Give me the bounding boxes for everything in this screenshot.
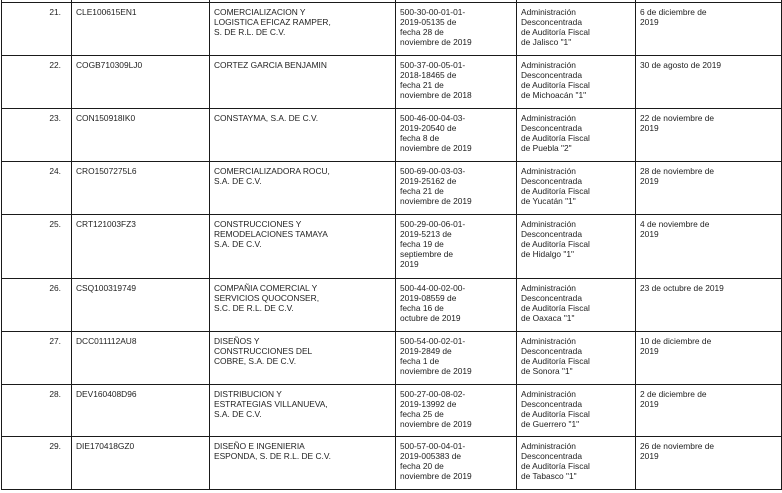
authority-cell: Administración Desconcentrada de Auditoría Fiscal de Puebla "2" <box>517 109 636 162</box>
taxpayer-name-cell: DISEÑOS Y CONSTRUCCIONES DEL COBRE, S.A. DE C.V. <box>210 332 396 385</box>
date-cell: 26 de noviembre de 2019 <box>636 437 782 490</box>
row-number: 21. <box>2 3 72 56</box>
rfc-cell: CSQ100319749 <box>72 279 210 332</box>
rfc-cell: DIE170418GZ0 <box>72 437 210 490</box>
table-row <box>2 162 782 215</box>
table-row <box>2 56 782 109</box>
row-number: 22. <box>2 56 72 109</box>
authority-cell: Administración Desconcentrada de Auditoría Fiscal de Michoacán "1" <box>517 56 636 109</box>
oficio-cell: 500-44-00-02-00- 2019-08559 de fecha 16 de octubre de 2019 <box>396 279 517 332</box>
date-cell: 6 de diciembre de 2019 <box>636 3 782 56</box>
oficio-cell: 500-27-00-08-02- 2019-13992 de fecha 25 de noviembre de 2019 <box>396 385 517 437</box>
row-number: 25. <box>2 215 72 279</box>
date-cell: 22 de noviembre de 2019 <box>636 109 782 162</box>
taxpayer-name-cell: CONSTAYMA, S.A. DE C.V. <box>210 109 396 162</box>
taxpayer-name-cell: DISEÑO E INGENIERIA ESPONDA, S. DE R.L. DE C.V. <box>210 437 396 490</box>
authority-cell: Administración Desconcentrada de Auditoría Fiscal de Sonora "1" <box>517 332 636 385</box>
row-number: 27. <box>2 332 72 385</box>
table-row <box>2 215 782 279</box>
taxpayer-name-cell: DISTRIBUCION Y ESTRATEGIAS VILLANUEVA, S.A. DE C.V. <box>210 385 396 437</box>
authority-cell: Administración Desconcentrada de Auditoría Fiscal de Hidalgo "1" <box>517 215 636 279</box>
row-number: 26. <box>2 279 72 332</box>
authority-cell: Administración Desconcentrada de Auditoría Fiscal de Tabasco "1" <box>517 437 636 490</box>
oficio-cell: 500-57-00-04-01- 2019-005383 de fecha 20 de noviembre de 2019 <box>396 437 517 490</box>
rfc-cell: DEV160408D96 <box>72 385 210 437</box>
authority-cell: Administración Desconcentrada de Auditoría Fiscal de Jalisco "1" <box>517 3 636 56</box>
taxpayer-table <box>1 0 782 490</box>
oficio-cell: 500-69-00-03-03- 2019-25162 de fecha 21 de noviembre de 2019 <box>396 162 517 215</box>
oficio-cell: 500-30-00-01-01- 2019-05135 de fecha 28 de noviembre de 2019 <box>396 3 517 56</box>
date-cell: 10 de diciembre de 2019 <box>636 332 782 385</box>
date-cell: 23 de octubre de 2019 <box>636 279 782 332</box>
row-number: 23. <box>2 109 72 162</box>
authority-cell: Administración Desconcentrada de Auditoría Fiscal de Guerrero "1" <box>517 385 636 437</box>
authority-cell: Administración Desconcentrada de Auditoría Fiscal de Oaxaca "1" <box>517 279 636 332</box>
rfc-cell: CRT121003FZ3 <box>72 215 210 279</box>
oficio-cell: 500-29-00-06-01- 2019-5213 de fecha 19 de septiembre de 2019 <box>396 215 517 279</box>
taxpayer-name-cell: CORTEZ GARCIA BENJAMIN <box>210 56 396 109</box>
row-number: 28. <box>2 385 72 437</box>
rfc-cell: CLE100615EN1 <box>72 3 210 56</box>
table-row <box>2 385 782 437</box>
oficio-cell: 500-46-00-04-03- 2019-20540 de fecha 8 de noviembre de 2019 <box>396 109 517 162</box>
table-row <box>2 332 782 385</box>
rfc-cell: DCC011112AU8 <box>72 332 210 385</box>
table-row <box>2 109 782 162</box>
date-cell: 30 de agosto de 2019 <box>636 56 782 109</box>
row-number: 29. <box>2 437 72 490</box>
taxpayer-name-cell: CONSTRUCCIONES Y REMODELACIONES TAMAYA S.A. DE C.V. <box>210 215 396 279</box>
row-number: 24. <box>2 162 72 215</box>
table-row <box>2 279 782 332</box>
rfc-cell: CON150918IK0 <box>72 109 210 162</box>
date-cell: 28 de noviembre de 2019 <box>636 162 782 215</box>
taxpayer-name-cell: COMERCIALIZADORA ROCU, S.A. DE C.V. <box>210 162 396 215</box>
taxpayer-table-body <box>2 0 782 490</box>
date-cell: 4 de noviembre de 2019 <box>636 215 782 279</box>
rfc-cell: CRO1507275L6 <box>72 162 210 215</box>
rfc-cell: COGB710309LJ0 <box>72 56 210 109</box>
oficio-cell: 500-37-00-05-01- 2018-18465 de fecha 21 de noviembre de 2018 <box>396 56 517 109</box>
table-row <box>2 437 782 490</box>
taxpayer-name-cell: COMERCIALIZACION Y LOGISTICA EFICAZ RAMPER, S. DE R.L. DE C.V. <box>210 3 396 56</box>
date-cell: 2 de diciembre de 2019 <box>636 385 782 437</box>
table-row <box>2 3 782 56</box>
authority-cell: Administración Desconcentrada de Auditoría Fiscal de Yucatán "1" <box>517 162 636 215</box>
oficio-cell: 500-54-00-02-01- 2019-2849 de fecha 1 de noviembre de 2019 <box>396 332 517 385</box>
taxpayer-name-cell: COMPAÑIA COMERCIAL Y SERVICIOS QUOCONSER, S.C. DE R.L. DE C.V. <box>210 279 396 332</box>
